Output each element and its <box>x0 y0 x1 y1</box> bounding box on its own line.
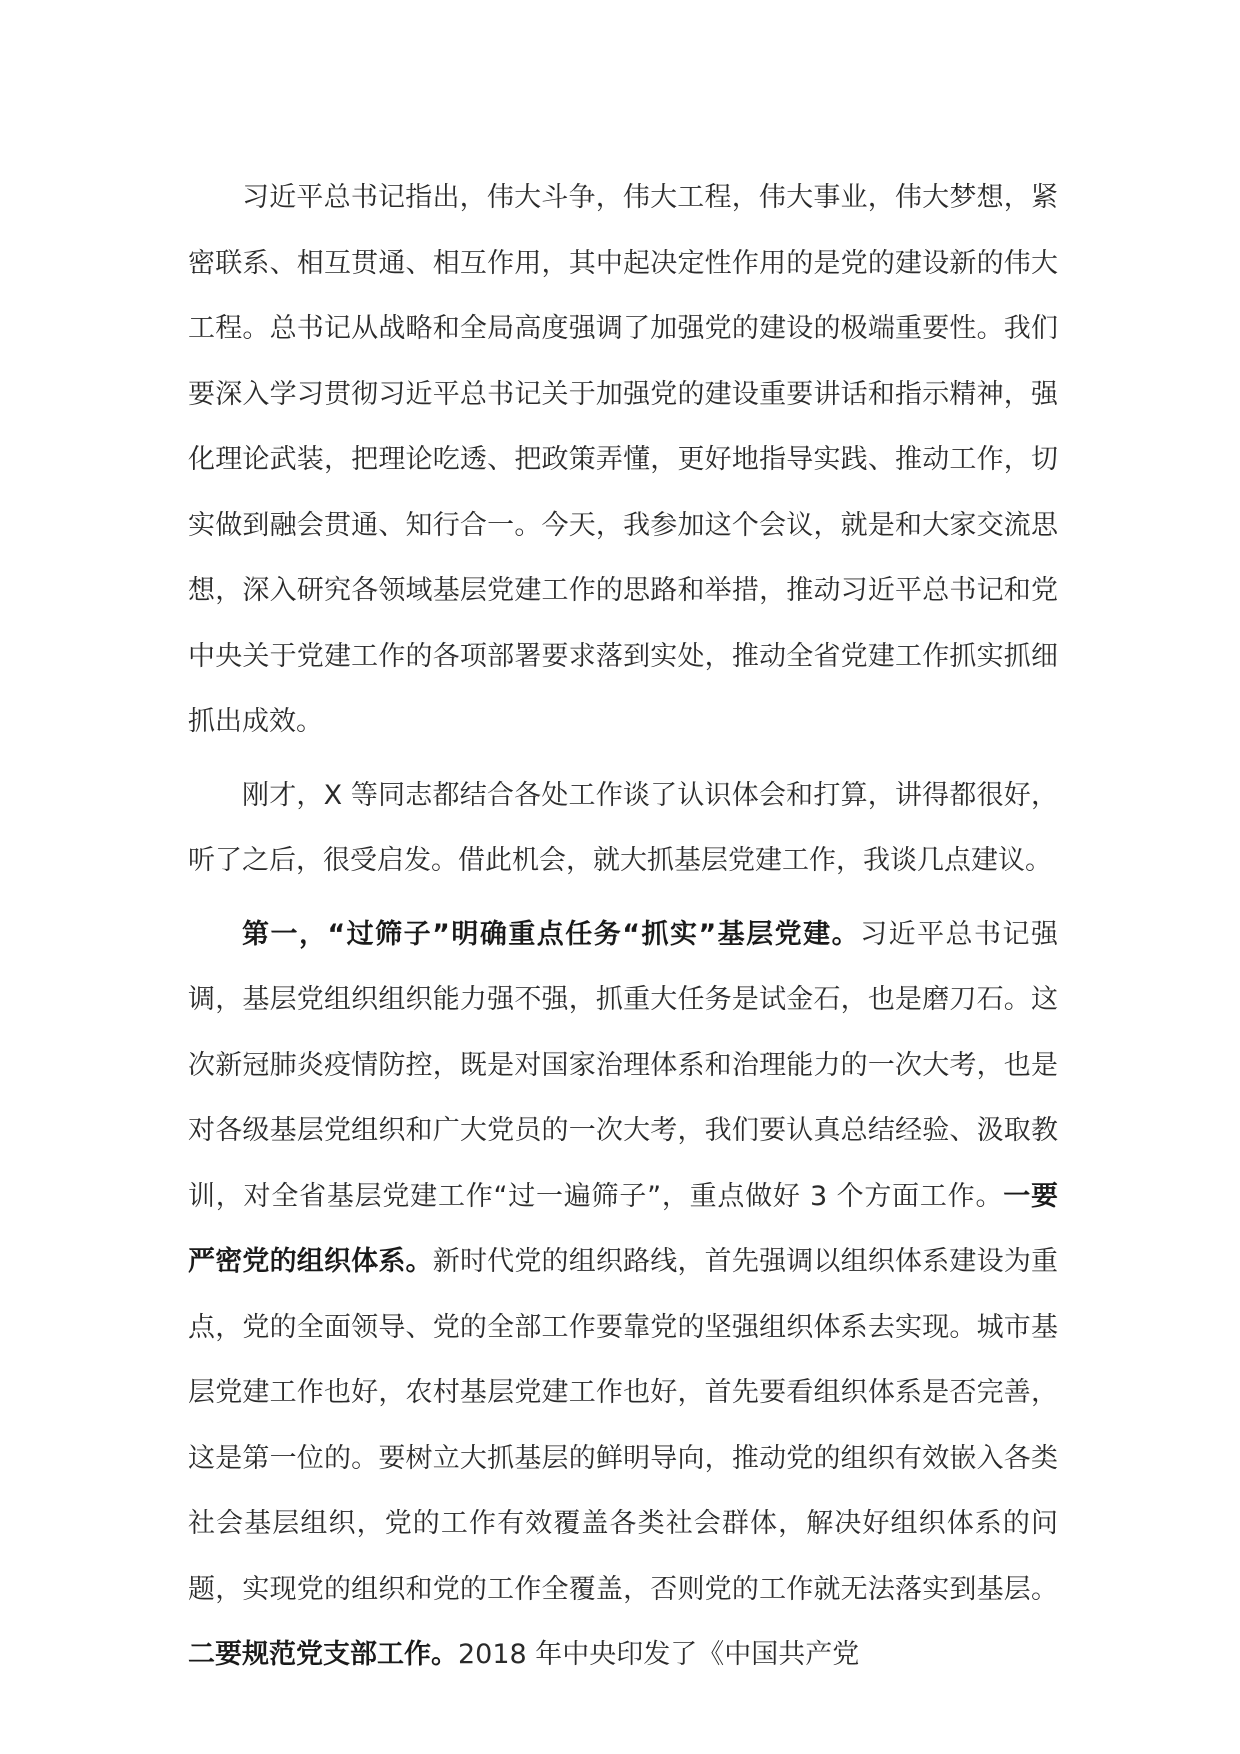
subpoint-one-heading: 一要严密党的组织体系。 <box>188 1180 1058 1277</box>
first-point-text: 习近平总书记强调，基层党组织组织能力强不强，抓重大任务是试金石，也是磨刀石。这次新冠肺炎疫情防控，既是对国家治理体系和治理能力的一次大考，也是对各级基层党组织和广大党员的一次大考，我们要认真总结经验、汲取教训，对全省基层党建工作“过一遍筛子”，重点做好 3 个方面工作。 <box>188 918 1059 1212</box>
subpoint-two-heading: 二要规范党支部工作。 <box>188 1639 458 1670</box>
subpoint-two-text: 2018 年中央印发了《中国共产党 <box>458 1639 860 1670</box>
paragraph-intro-text: 习近平总书记指出，伟大斗争，伟大工程，伟大事业，伟大梦想，紧密联系、相互贯通、相互作用，其中起决定性作用的是党的建设新的伟大工程。总书记从战略和全局高度强调了加强党的建设的极端重要性。我们要深入学习贯彻习近平总书记关于加强党的建设重要讲话和指示精神，强化理论武装，把理论吃透、把政策弄懂，更好地指导实践、推动工作，切实做到融会贯通、知行合一。今天，我参加这个会议，就是和大家交流思想，深入研究各领域基层党建工作的思路和举措，推动习近平总书记和党中央关于党建工作的各项部署要求落到实处，推动全省党建工作抓实抓细抓出成效。 <box>188 182 1058 737</box>
document-body <box>188 165 1058 1688</box>
paragraph-first-point <box>188 902 1058 1688</box>
subpoint-one-text: 新时代党的组织路线，首先强调以组织体系建设为重点，党的全面领导、党的全部工作要靠党的坚强组织体系去实现。城市基层党建工作也好，农村基层党建工作也好，首先要看组织体系是否完善，这是第一位的。要树立大抓基层的鲜明导向，推动党的组织有效嵌入各类社会基层组织，党的工作有效覆盖各类社会群体，解决好组织体系的问题，实现党的组织和党的工作全覆盖，否则党的工作就无法落实到基层。 <box>188 1246 1059 1605</box>
paragraph-response-text: 刚才，X 等同志都结合各处工作谈了认识体会和打算，讲得都很好，听了之后，很受启发。借此机会，就大抓基层党建工作，我谈几点建议。 <box>188 779 1058 876</box>
paragraph-intro <box>188 165 1058 755</box>
paragraph-response <box>188 763 1058 894</box>
first-point-heading: 第一，“过筛子”明确重点任务“抓实”基层党建。 <box>242 918 861 950</box>
